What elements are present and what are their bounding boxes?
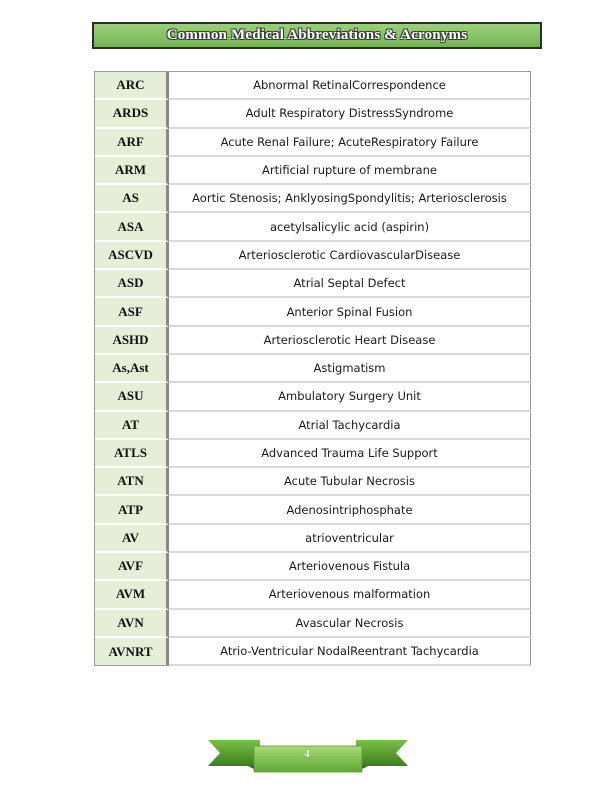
meaning-cell: Ambulatory Surgery Unit (169, 383, 531, 411)
abbreviation-cell: ASHD (95, 327, 169, 355)
abbreviations-table (94, 71, 531, 666)
abbreviation-cell: ARM (95, 157, 169, 185)
table-row (95, 270, 531, 298)
table-row (95, 468, 531, 496)
table-row (95, 185, 531, 213)
table-row (95, 440, 531, 468)
meaning-cell: Anterior Spinal Fusion (169, 298, 531, 326)
abbreviation-cell: AS (95, 185, 169, 213)
table-row (95, 638, 531, 666)
abbreviation-cell: ASA (95, 213, 169, 241)
abbreviation-cell: ATN (95, 468, 169, 496)
abbreviation-cell: ATP (95, 496, 169, 524)
table-row (95, 581, 531, 609)
meaning-cell: Acute Renal Failure; AcuteRespiratory Failure (169, 129, 531, 157)
abbreviation-cell: ARF (95, 129, 169, 157)
table-row (95, 157, 531, 185)
abbreviation-cell: AVM (95, 581, 169, 609)
table-row (95, 213, 531, 241)
meaning-cell: Arteriovenous Fistula (169, 553, 531, 581)
abbreviation-cell: ASU (95, 383, 169, 411)
table-row (95, 129, 531, 157)
abbreviation-cell: As,Ast (95, 355, 169, 383)
page-number: 4 (304, 748, 310, 760)
table-row (95, 298, 531, 326)
table-row (95, 553, 531, 581)
meaning-cell: Atrial Tachycardia (169, 412, 531, 440)
abbreviation-cell: ARC (95, 72, 169, 100)
abbreviation-cell: ASCVD (95, 242, 169, 270)
meaning-cell: Atrio-Ventricular NodalReentrant Tachycardia (169, 638, 531, 666)
abbreviation-cell: AVN (95, 610, 169, 638)
table-row (95, 525, 531, 553)
table-row (95, 100, 531, 128)
meaning-cell: Arteriovenous malformation (169, 581, 531, 609)
abbreviation-cell: ASF (95, 298, 169, 326)
meaning-cell: Astigmatism (169, 355, 531, 383)
abbreviation-cell: ATLS (95, 440, 169, 468)
document-title: Common Medical Abbreviations & Acronyms (166, 27, 468, 43)
table-row (95, 327, 531, 355)
abbreviation-cell: AT (95, 412, 169, 440)
table-row (95, 496, 531, 524)
abbreviation-cell: AVNRT (95, 638, 169, 666)
meaning-cell: Artificial rupture of membrane (169, 157, 531, 185)
meaning-cell: Arteriosclerotic Heart Disease (169, 327, 531, 355)
meaning-cell: Atrial Septal Defect (169, 270, 531, 298)
meaning-cell: atrioventricular (169, 525, 531, 553)
meaning-cell: Advanced Trauma Life Support (169, 440, 531, 468)
table-row (95, 383, 531, 411)
meaning-cell: Arteriosclerotic CardiovascularDisease (169, 242, 531, 270)
table-row (95, 610, 531, 638)
document-title-banner (92, 22, 542, 49)
meaning-cell: Adult Respiratory DistressSyndrome (169, 100, 531, 128)
meaning-cell: Avascular Necrosis (169, 610, 531, 638)
abbreviation-cell: ASD (95, 270, 169, 298)
table-row (95, 412, 531, 440)
meaning-cell: Aortic Stenosis; AnklyosingSpondylitis; Arteriosclerosis (169, 185, 531, 213)
table-row (95, 242, 531, 270)
meaning-cell: Adenosintriphosphate (169, 496, 531, 524)
table-row (95, 355, 531, 383)
abbreviation-cell: AV (95, 525, 169, 553)
abbreviation-cell: AVF (95, 553, 169, 581)
meaning-cell: Abnormal RetinalCorrespondence (169, 72, 531, 100)
abbreviation-cell: ARDS (95, 100, 169, 128)
table-row (95, 72, 531, 100)
meaning-cell: Acute Tubular Necrosis (169, 468, 531, 496)
meaning-cell: acetylsalicylic acid (aspirin) (169, 213, 531, 241)
